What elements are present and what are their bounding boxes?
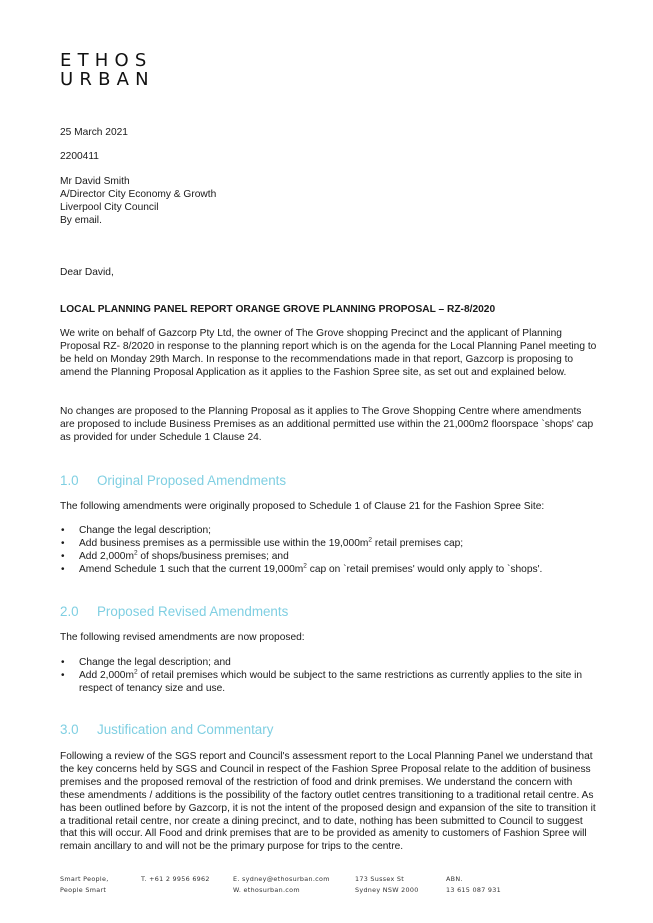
- footer-contact: [233, 874, 330, 896]
- list-item: • Change the legal description; and: [60, 657, 598, 670]
- section-3-number: 3.0: [60, 722, 79, 737]
- list-item: • Change the legal description;: [60, 525, 598, 538]
- section-3-title: Justification and Commentary: [97, 722, 274, 737]
- ethos-urban-logo: [60, 51, 155, 89]
- list-item: • Add $2,000m^2$ of shops/business premises; and: [60, 551, 598, 564]
- section-1-lead: The following amendments were originally proposed to Schedule 1 of Clause 21 for the Fashion Spree Site:: [60, 501, 545, 512]
- section-2-lead: The following revised amendments are now proposed:: [60, 632, 305, 643]
- reference-number: 2200411: [60, 151, 99, 162]
- intro-paragraph-2: No changes are proposed to the Planning Proposal as it applies to The Grove Shopping Centre where amendments are proposed to include Business Premises as an additional permitted use within the 21,000m2 floorspace `shops' cap as provided for under Schedule 1 Clause 24.: [60, 406, 594, 443]
- recipient-name: Mr David Smith: [60, 176, 130, 187]
- section-2-number: 2.0: [60, 604, 79, 619]
- footer-address: 173 Sussex St Sydney NSW 2000: [355, 875, 419, 894]
- section-2-heading: [60, 604, 288, 620]
- list-item: • Amend Schedule 1 such that the current $19,000m^2$ cap on `retail premises' would only apply to `shops'.: [60, 564, 598, 577]
- footer-tagline: Smart People, People Smart: [60, 875, 109, 894]
- section-1-title: Original Proposed Amendments: [97, 473, 287, 488]
- footer-phone: T. +61 2 9956 6962: [141, 875, 210, 883]
- recipient-address: [60, 176, 598, 228]
- footer-abn: ABN. 13 615 087 931: [446, 875, 502, 894]
- section-1-number: 1.0: [60, 473, 79, 488]
- logo-line-2: URBAN: [60, 69, 155, 90]
- logo-line-1: ETHOS: [60, 50, 153, 71]
- recipient-organisation: Liverpool City Council: [60, 201, 159, 213]
- section-1-heading: [60, 473, 286, 489]
- section-3-body: Following a review of the SGS report and Council's assessment report to the Local Planning Panel we understand that the key concerns held by SGS and Council in respect of the Fashion Spree Proposal relate to the addition of business premises and the proposed removal of the restriction of food and drink premises. We understand the concern with these amendments / additions is the possibility of the factory outlet centres transitioning to a traditional retail centre. As has been outlined before by Gazcorp, it is not the intent of the proposed design and expansion of the site to transition it a traditional retail centre, nor create a dining precinct, and to date, nothing has been submitted to Council to suggest that this will occur. All Food and drink premises that are to be provided as amenity to customers of Fashion Spree will remain ancillary to and will not be the primary purpose for trips to the centre.: [60, 751, 596, 853]
- delivery-method: By email.: [60, 214, 102, 226]
- section-1-bullets: [60, 525, 598, 577]
- section-2-title: Proposed Revised Amendments: [97, 604, 289, 619]
- letter-subject: LOCAL PLANNING PANEL REPORT ORANGE GROVE PLANNING PROPOSAL – RZ-8/2020: [60, 304, 496, 315]
- list-item: • Add business premises as a permissible use within the $19,000m^2$ retail premises cap;: [60, 538, 598, 551]
- footer-email: E. sydney@ethosurban.com: [233, 875, 330, 883]
- footer-website: W. ethosurban.com: [233, 886, 300, 894]
- letter-date: 25 March 2021: [60, 127, 128, 138]
- section-2-bullets: [60, 657, 598, 696]
- section-3-heading: [60, 722, 273, 738]
- intro-paragraph-1: We write on behalf of Gazcorp Pty Ltd, the owner of The Grove shopping Precinct and the applicant of Planning Proposal RZ- 8/2020 in response to the planning report which is on the agenda for the Local Planning Panel meeting to be held on Monday 29th March. In response to the recommendations made in that report, Gazcorp is proposing to amend the Planning Proposal Application as it applies to the Fashion Spree site, as set out and explained below.: [60, 328, 597, 378]
- salutation: Dear David,: [60, 267, 114, 278]
- recipient-title: A/Director City Economy & Growth: [60, 188, 217, 200]
- list-item: • Add $2,000m^2$ of retail premises which would be subject to the same restrictions as currently applies to the site in respect of tenancy size and use.: [60, 670, 598, 696]
